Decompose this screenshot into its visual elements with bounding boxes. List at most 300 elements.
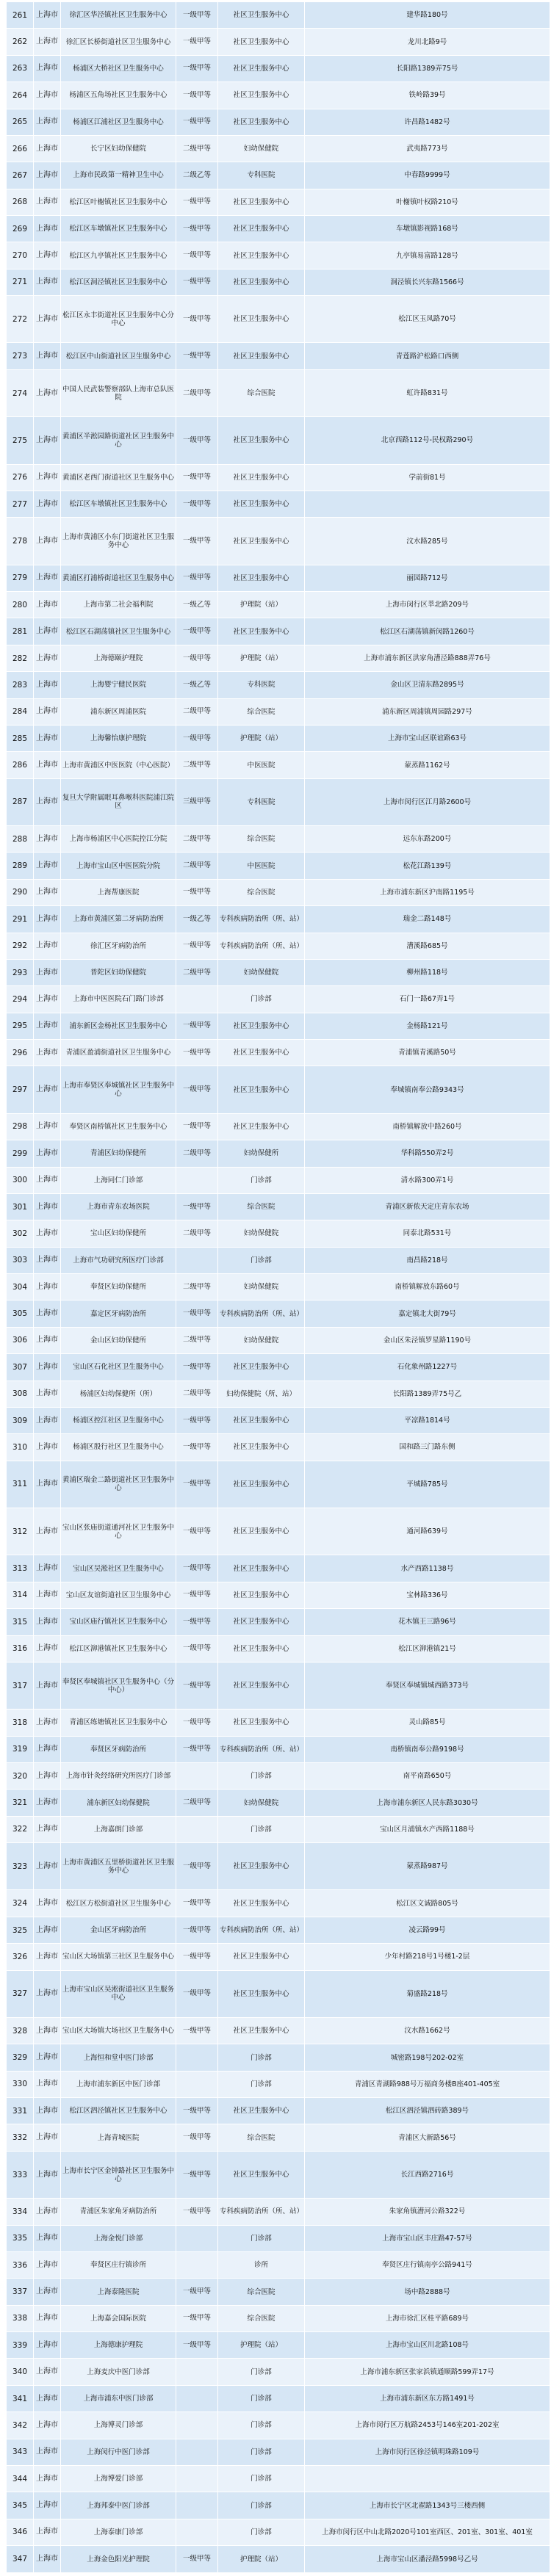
table-row [7,2492,550,2519]
address-cell: 松江区泗泾镇泗砖路389号 [305,2098,550,2124]
grade-cell [176,2225,218,2251]
row-number-cell: 271 [7,269,34,295]
grade-cell: 一级甲等 [176,1582,218,1608]
address-cell: 松江区文诚路805号 [305,1890,550,1917]
address-cell: 龙川北路9号 [305,29,550,55]
institution-name-cell: 浦东新区周浦医院 [61,698,176,725]
institution-name-cell: 上海市针灸经络研究所医疗门诊部 [61,1762,176,1789]
institution-type-cell: 社区卫生服务中心 [218,1354,305,1381]
table-row [7,1220,550,1247]
institution-name-cell: 上海市长宁区金钟路社区卫生服务中心 [61,2151,176,2198]
institution-name-cell: 宝山区张庙街道通河社区卫生服务中心 [61,1508,176,1555]
city-cell: 上海市 [34,1582,61,1608]
address-cell: 虹许路831号 [305,369,550,416]
table-row [7,2279,550,2305]
institution-type-cell: 妇幼保健院 [218,1220,305,1247]
row-number-cell: 342 [7,2412,34,2439]
institution-name-cell: 金山区妇幼保健所 [61,1327,176,1353]
row-number-cell: 288 [7,826,34,853]
city-cell: 上海市 [34,1635,61,1662]
institution-name-cell: 奉贤区庄行镇诊所 [61,2251,176,2278]
city-cell: 上海市 [34,853,61,879]
row-number-cell: 264 [7,82,34,109]
institution-name-cell: 宝山区友谊街道社区卫生服务中心 [61,1582,176,1608]
table-row [7,1635,550,1662]
grade-cell [176,1247,218,1273]
row-number-cell: 292 [7,933,34,959]
institution-type-cell: 社区卫生服务中心 [218,464,305,491]
table-row [7,242,550,269]
institution-name-cell: 上海市黄浦区小东门街道社区卫生服务中心 [61,518,176,565]
grade-cell: 一级甲等 [176,2151,218,2198]
institution-name-cell: 上海市奉贤区奉城镇社区卫生服务中心 [61,1066,176,1113]
institution-type-cell: 妇幼保健院 [218,1274,305,1300]
table-row [7,778,550,825]
grade-cell: 一级甲等 [176,1609,218,1635]
table-row [7,269,550,295]
row-number-cell: 276 [7,464,34,491]
grade-cell: 一级甲等 [176,1736,218,1762]
grade-cell: 一级甲等 [176,1193,218,1220]
grade-cell: 一级甲等 [176,1040,218,1066]
grade-cell [176,2439,218,2465]
table-row [7,29,550,55]
table-row [7,2305,550,2331]
row-number-cell: 324 [7,1890,34,1917]
institution-name-cell: 上海同仁门诊部 [61,1167,176,1193]
grade-cell [176,986,218,1013]
institution-name-cell: 奉贤区奉城镇社区卫生服务中心（分中心） [61,1662,176,1709]
grade-cell: 一级乙等 [176,906,218,933]
city-cell: 上海市 [34,1890,61,1917]
institution-type-cell: 社区卫生服务中心 [218,189,305,215]
institution-name-cell: 上海闵行中医门诊部 [61,2439,176,2465]
city-cell: 上海市 [34,369,61,416]
address-cell: 浦东新区周浦镇周园路297号 [305,698,550,725]
grade-cell: 一级甲等 [176,2017,218,2044]
city-cell: 上海市 [34,135,61,162]
city-cell: 上海市 [34,2251,61,2278]
institution-type-cell: 诊所 [218,2251,305,2278]
institution-type-cell: 门诊部 [218,2439,305,2465]
grade-cell: 一级甲等 [176,1508,218,1555]
grade-cell [176,2251,218,2278]
institution-type-cell: 妇幼保健所 [218,1140,305,1167]
grade-cell: 一级甲等 [176,343,218,369]
city-cell: 上海市 [34,1167,61,1193]
city-cell: 上海市 [34,1220,61,1247]
institution-type-cell: 妇幼保健院 [218,959,305,985]
city-cell: 上海市 [34,417,61,464]
institution-type-cell: 专科疾病防治所（所、站） [218,933,305,959]
table-row [7,1040,550,1066]
grade-cell: 一级甲等 [176,725,218,751]
city-cell: 上海市 [34,2492,61,2519]
table-row [7,1710,550,1736]
address-cell: 青浦区青湖路988号万福商务楼B座401-405室 [305,2071,550,2097]
institution-name-cell: 松江区车墩镇社区卫生服务中心 [61,491,176,517]
institution-type-cell: 社区卫生服务中心 [218,82,305,109]
row-number-cell: 331 [7,2098,34,2124]
address-cell: 长阳路1389弄75号 [305,55,550,82]
institution-type-cell: 门诊部 [218,2385,305,2412]
institution-type-cell: 社区卫生服务中心 [218,1461,305,1508]
grade-cell: 一级甲等 [176,1890,218,1917]
table-row [7,1736,550,1762]
institution-name-cell: 上海市青东农场医院 [61,1193,176,1220]
row-number-cell: 339 [7,2332,34,2359]
row-number-cell: 332 [7,2124,34,2151]
institution-type-cell: 综合医院 [218,879,305,905]
institution-type-cell: 专科疾病防治所（所、站） [218,906,305,933]
institution-name-cell: 上海市黄浦区中医医院（中心医院） [61,752,176,778]
address-cell: 菊盛路218号 [305,1970,550,2017]
institution-type-cell: 门诊部 [218,2519,305,2545]
city-cell: 上海市 [34,1944,61,1970]
grade-cell [176,1816,218,1842]
institution-name-cell: 上海市杨浦区中心医院控江分院 [61,826,176,853]
table-row [7,2151,550,2198]
table-row [7,2359,550,2385]
row-number-cell: 277 [7,491,34,517]
institution-type-cell: 社区卫生服务中心 [218,1970,305,2017]
table-row [7,1944,550,1970]
grade-cell: 一级甲等 [176,1970,218,2017]
institution-type-cell: 社区卫生服务中心 [218,269,305,295]
grade-cell: 一级甲等 [176,645,218,671]
institution-name-cell: 宝山区大场镇大场社区卫生服务中心 [61,2017,176,2044]
grade-cell: 一级甲等 [176,296,218,343]
table-row [7,879,550,905]
institution-name-cell: 松江区泗泾镇社区卫生服务中心 [61,2098,176,2124]
city-cell: 上海市 [34,1193,61,1220]
institution-type-cell: 综合医院 [218,698,305,725]
address-cell: 上海市浦东新区人民东路3030号 [305,1790,550,1816]
institution-name-cell: 宝山区妇幼保健所 [61,1220,176,1247]
address-cell: 宝山区月浦镇水产西路1188号 [305,1816,550,1842]
table-row [7,2465,550,2492]
row-number-cell: 347 [7,2546,34,2573]
table-row [7,2439,550,2465]
table-row [7,2071,550,2097]
institution-name-cell: 浦东新区金杨社区卫生服务中心 [61,1013,176,1039]
institution-name-cell: 上海德康护理院 [61,2332,176,2359]
grade-cell: 一级甲等 [176,109,218,135]
address-cell: 上海市宝山区川北路108号 [305,2332,550,2359]
table-row [7,55,550,82]
institution-name-cell: 松江区车墩镇社区卫生服务中心 [61,216,176,242]
address-cell: 通河路639号 [305,1508,550,1555]
institution-name-cell: 青浦区朱家角牙病防治所 [61,2199,176,2225]
grade-cell: 一级甲等 [176,2305,218,2331]
grade-cell: 一级甲等 [176,2,218,29]
grade-cell: 二级甲等 [176,1381,218,1407]
institution-name-cell: 杨浦区江浦社区卫生服务中心 [61,109,176,135]
city-cell: 上海市 [34,109,61,135]
row-number-cell: 326 [7,1944,34,1970]
institution-name-cell: 杨浦区控江社区卫生服务中心 [61,1407,176,1433]
grade-cell: 一级甲等 [176,1354,218,1381]
row-number-cell: 340 [7,2359,34,2385]
grade-cell: 一级甲等 [176,933,218,959]
row-number-cell: 321 [7,1790,34,1816]
table-row [7,2546,550,2573]
institution-type-cell: 门诊部 [218,2359,305,2385]
city-cell: 上海市 [34,2098,61,2124]
address-cell: 朱家角镇漕河公路322号 [305,2199,550,2225]
institution-name-cell: 上海市第二社会福利院 [61,592,176,618]
address-cell: 汶水路1662号 [305,2017,550,2044]
grade-cell: 一级甲等 [176,82,218,109]
table-row [7,1113,550,1140]
institution-name-cell: 青浦区盈浦街道社区卫生服务中心 [61,1040,176,1066]
city-cell: 上海市 [34,2017,61,2044]
grade-cell: 一级甲等 [176,464,218,491]
table-row [7,826,550,853]
row-number-cell: 266 [7,135,34,162]
institution-type-cell: 社区卫生服务中心 [218,2151,305,2198]
table-row [7,1843,550,1890]
city-cell: 上海市 [34,1013,61,1039]
grade-cell: 一级乙等 [176,592,218,618]
row-number-cell: 346 [7,2519,34,2545]
address-cell: 武夷路773号 [305,135,550,162]
city-cell: 上海市 [34,2225,61,2251]
grade-cell [176,2492,218,2519]
row-number-cell: 298 [7,1113,34,1140]
grade-cell: 二级甲等 [176,1220,218,1247]
city-cell: 上海市 [34,2332,61,2359]
table-row [7,2044,550,2071]
city-cell: 上海市 [34,1407,61,1433]
city-cell: 上海市 [34,518,61,565]
table-row [7,189,550,215]
grade-cell: 一级甲等 [176,417,218,464]
row-number-cell: 265 [7,109,34,135]
address-cell: 华科路550弄2号 [305,1140,550,1167]
table-row [7,933,550,959]
table-row [7,592,550,618]
city-cell: 上海市 [34,1113,61,1140]
table-row [7,959,550,985]
city-cell: 上海市 [34,1843,61,1890]
institution-name-cell: 上海青城医院 [61,2124,176,2151]
address-cell: 嘉定镇北大街79号 [305,1300,550,1327]
city-cell: 上海市 [34,2359,61,2385]
institution-type-cell: 社区卫生服务中心 [218,1662,305,1709]
city-cell: 上海市 [34,2439,61,2465]
institution-type-cell: 社区卫生服务中心 [218,1843,305,1890]
city-cell: 上海市 [34,2519,61,2545]
address-cell: 北京西路112号-民权路290号 [305,417,550,464]
grade-cell [176,2359,218,2385]
institution-type-cell: 社区卫生服务中心 [218,2,305,29]
city-cell: 上海市 [34,1762,61,1789]
table-row [7,2124,550,2151]
institution-type-cell: 社区卫生服务中心 [218,1040,305,1066]
institution-name-cell: 上海金悦门诊部 [61,2225,176,2251]
institution-name-cell: 松江区方松街道社区卫生服务中心 [61,1890,176,1917]
institution-name-cell: 上海泰康门诊部 [61,2519,176,2545]
institution-name-cell: 上海市气功研究所医疗门诊部 [61,1247,176,1273]
row-number-cell: 281 [7,618,34,645]
institution-name-cell: 上海德颐护理院 [61,645,176,671]
institution-name-cell: 宝山区庙行镇社区卫生服务中心 [61,1609,176,1635]
address-cell: 金山区卫清东路2895号 [305,672,550,698]
address-cell: 青莲路沪松路口西侧 [305,343,550,369]
city-cell: 上海市 [34,1970,61,2017]
institution-type-cell: 社区卫生服务中心 [218,1710,305,1736]
grade-cell: 一级甲等 [176,1555,218,1582]
institution-type-cell: 门诊部 [218,2225,305,2251]
city-cell: 上海市 [34,216,61,242]
institution-type-cell: 综合医院 [218,1193,305,1220]
grade-cell: 一级甲等 [176,29,218,55]
city-cell: 上海市 [34,343,61,369]
institution-type-cell: 社区卫生服务中心 [218,1066,305,1113]
institution-type-cell: 社区卫生服务中心 [218,29,305,55]
institution-type-cell: 综合医院 [218,369,305,416]
city-cell: 上海市 [34,1066,61,1113]
address-cell: 同泰北路531号 [305,1220,550,1247]
city-cell: 上海市 [34,1461,61,1508]
row-number-cell: 329 [7,2044,34,2071]
grade-cell: 二级甲等 [176,853,218,879]
table-row [7,109,550,135]
grade-cell: 一级甲等 [176,2332,218,2359]
grade-cell [176,1762,218,1789]
institution-type-cell: 门诊部 [218,2465,305,2492]
grade-cell [176,2044,218,2071]
row-number-cell: 315 [7,1609,34,1635]
institution-type-cell: 护理院（站） [218,725,305,751]
table-row [7,1762,550,1789]
grade-cell: 一级甲等 [176,518,218,565]
institution-name-cell: 松江区永丰街道社区卫生服务中心分中心 [61,296,176,343]
institution-type-cell: 社区卫生服务中心 [218,1635,305,1662]
table-row [7,369,550,416]
row-number-cell: 263 [7,55,34,82]
row-number-cell: 280 [7,592,34,618]
row-number-cell: 290 [7,879,34,905]
table-row [7,1434,550,1461]
address-cell: 柳州路118号 [305,959,550,985]
institution-type-cell: 专科疾病防治所（所、站） [218,1736,305,1762]
address-cell: 凌云路99号 [305,1917,550,1943]
city-cell: 上海市 [34,162,61,189]
institution-name-cell: 复旦大学附属眼耳鼻喉科医院浦江院区 [61,778,176,825]
row-number-cell: 267 [7,162,34,189]
row-number-cell: 287 [7,778,34,825]
table-row [7,1662,550,1709]
table-row [7,518,550,565]
institution-name-cell: 松江区九亭镇社区卫生服务中心 [61,242,176,269]
city-cell: 上海市 [34,986,61,1013]
institution-type-cell: 社区卫生服务中心 [218,1434,305,1461]
row-number-cell: 269 [7,216,34,242]
grade-cell: 一级甲等 [176,879,218,905]
institution-type-cell: 社区卫生服务中心 [218,1508,305,1555]
city-cell: 上海市 [34,55,61,82]
row-number-cell: 282 [7,645,34,671]
city-cell: 上海市 [34,1354,61,1381]
city-cell: 上海市 [34,464,61,491]
address-cell: 奉城镇南奉公路9343号 [305,1066,550,1113]
city-cell: 上海市 [34,1381,61,1407]
row-number-cell: 289 [7,853,34,879]
institution-name-cell: 上海市中医医院石门路门诊部 [61,986,176,1013]
city-cell: 上海市 [34,933,61,959]
institution-name-cell: 奉贤区牙病防治所 [61,1736,176,1762]
table-row [7,1247,550,1273]
institution-name-cell: 青浦区练塘镇社区卫生服务中心 [61,1710,176,1736]
table-row [7,2412,550,2439]
institution-type-cell: 社区卫生服务中心 [218,417,305,464]
institution-type-cell: 综合医院 [218,2279,305,2305]
table-row [7,645,550,671]
address-cell: 南昌路218号 [305,1247,550,1273]
row-number-cell: 323 [7,1843,34,1890]
address-cell: 平城路785号 [305,1461,550,1508]
row-number-cell: 306 [7,1327,34,1353]
city-cell: 上海市 [34,2465,61,2492]
table-row [7,565,550,591]
row-number-cell: 294 [7,986,34,1013]
row-number-cell: 317 [7,1662,34,1709]
address-cell: 南桥镇南奉公路9198号 [305,1736,550,1762]
row-number-cell: 316 [7,1635,34,1662]
table-row [7,1193,550,1220]
row-number-cell: 303 [7,1247,34,1273]
address-cell: 场中路2888号 [305,2279,550,2305]
table-row [7,618,550,645]
city-cell: 上海市 [34,1247,61,1273]
row-number-cell: 273 [7,343,34,369]
institution-type-cell: 社区卫生服务中心 [218,491,305,517]
institution-name-cell: 嘉定区牙病防治所 [61,1300,176,1327]
institution-type-cell: 社区卫生服务中心 [218,343,305,369]
row-number-cell: 284 [7,698,34,725]
table-row [7,464,550,491]
address-cell: 上海市浦东新区洪家角漕泾路888弄76号 [305,645,550,671]
address-cell: 中春路9999号 [305,162,550,189]
grade-cell: 一级甲等 [176,269,218,295]
address-cell: 丽园路712号 [305,565,550,591]
row-number-cell: 311 [7,1461,34,1508]
row-number-cell: 270 [7,242,34,269]
institution-type-cell: 护理院（站） [218,2332,305,2359]
address-cell: 松江区玉凤路70号 [305,296,550,343]
row-number-cell: 318 [7,1710,34,1736]
institution-name-cell: 上海泰隆医院 [61,2279,176,2305]
city-cell: 上海市 [34,242,61,269]
institution-name-cell: 上海邦泰中医门诊部 [61,2492,176,2519]
row-number-cell: 322 [7,1816,34,1842]
institution-name-cell: 宝山区石化社区卫生服务中心 [61,1354,176,1381]
grade-cell: 一级甲等 [176,1710,218,1736]
city-cell: 上海市 [34,592,61,618]
address-cell: 松江区石湖荡镇新闵路1260号 [305,618,550,645]
address-cell: 许昌路1482号 [305,109,550,135]
institution-name-cell: 杨浦区殷行社区卫生服务中心 [61,1434,176,1461]
address-cell: 汶水路285号 [305,518,550,565]
city-cell: 上海市 [34,1710,61,1736]
institution-type-cell: 社区卫生服务中心 [218,1890,305,1917]
institution-type-cell: 门诊部 [218,1762,305,1789]
address-cell: 上海市浦东新区沪南路1195号 [305,879,550,905]
table-row [7,986,550,1013]
institution-name-cell: 黄浦区打浦桥街道社区卫生服务中心 [61,565,176,591]
